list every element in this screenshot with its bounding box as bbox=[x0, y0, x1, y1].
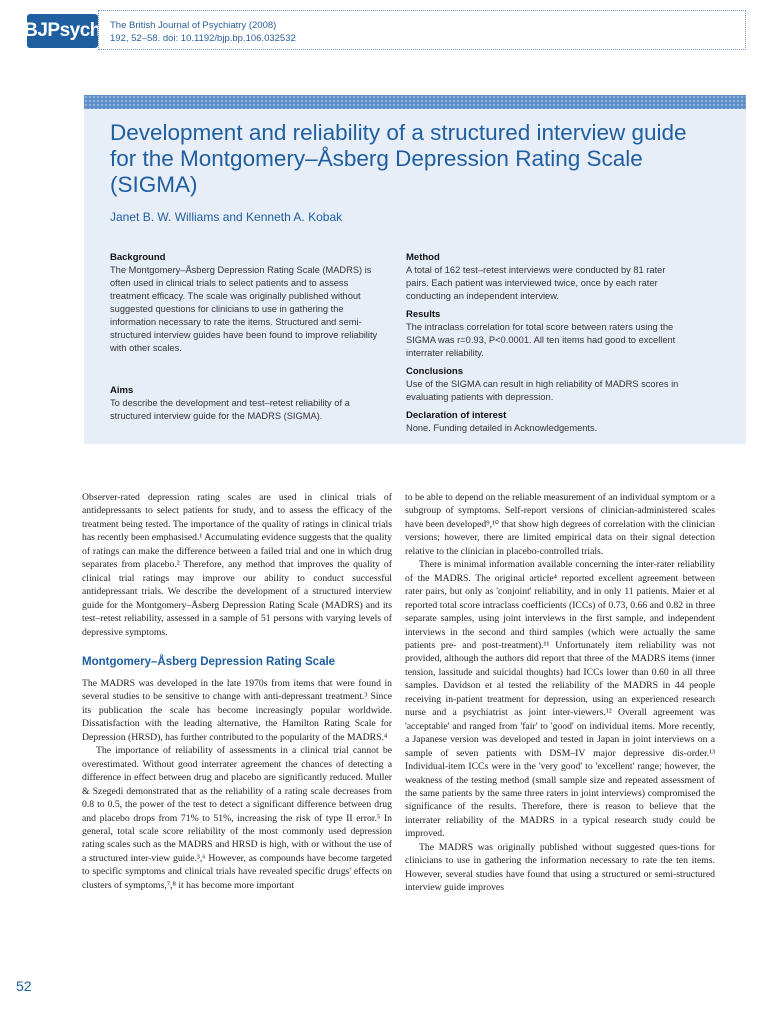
body-paragraph: to be able to depend on the reliable measurement of an individual symptom or a subgroup of symptoms. Self-report versions of clinician-administered scales have been developed⁹,¹⁰ that show high degrees of correlation with the clinician versions; however, there are limited empirical data on their signal detection relative to the clinician in placebo-controlled trials. bbox=[405, 492, 715, 557]
abstract-text-results: The intraclass correlation for total score between raters using the SIGMA was r=0.93, P<0.0001. All ten items had good to excellent interrater reliability. bbox=[406, 322, 676, 358]
abstract-declaration bbox=[406, 409, 686, 435]
abstract-background bbox=[110, 251, 385, 355]
body-paragraph: There is minimal information available concerning the inter-rater reliability of the MADRS. The original article⁴ reported excellent agreement between rater pairs, but only as 'conjoint' reliability, and in only 11 patients. Maier et al reported total score intraclass coefficients (ICCs) of 0.73, 0.66 and 0.82 in three separate samples, using joint interviews in the first sample, and independent interviews in the second and third samples (which were actually the same patients pre- and post-treatment).¹¹ Unfortunately item reliability was not provided, although the authors did report that three of the MADRS items (inner tension, lassitude and suicidal thoughts) had ICCs lower than 0.60 in all three samples. Davidson et al tested the reliability of the MADRS in 44 people receiving in-patient treatment for depression, using an experienced research nurse and a psychiatrist as joint inter-viewers.¹² Overall agreement was 'acceptable' and ranged from 'fair' to 'good' on individual items. More recently, a Japanese version was developed and tested in Japan in joint interviews on a sample of seven patients with DSM–IV major depressive dis-order.¹³ Individual-item ICCs were in the 'very good' to 'excellent' range; however, the weakness of the testing method (small sample size and repeated assessment of the same patients by the same three raters in joint interviews) compromised the significance of the results. Therefore, there is reason to believe that the interrater reliability of the MADRS in a typical research study could be improved. bbox=[405, 559, 715, 840]
decorative-banner bbox=[84, 95, 746, 109]
body-column-left bbox=[82, 491, 392, 892]
body-column-right bbox=[405, 491, 715, 895]
abstract-heading-background: Background bbox=[110, 252, 166, 263]
section-heading: Montgomery–Åsberg Depression Rating Scale bbox=[82, 655, 336, 668]
abstract-conclusions bbox=[406, 365, 686, 404]
article-authors: Janet B. W. Williams and Kenneth A. Kobak bbox=[110, 210, 343, 224]
body-paragraph: The MADRS was originally published without suggested ques-tions for clinicians to use in gathering the information necessary to rate the ten items. However, several studies have found that using a structured or semi-structured interview guide improves bbox=[405, 841, 715, 894]
abstract-text-declaration: None. Funding detailed in Acknowledgements. bbox=[406, 423, 598, 433]
body-paragraph: Observer-rated depression rating scales are used in clinical trials of antidepressants to select patients for study, and to assess the efficacy of the treatment being tested. The importance of the quality of ratings in clinical trials has recently been emphasised.¹ Accumulating evidence suggests that the quality of ratings can make the difference between a failed trial and one in which drug separates from placebo.² Therefore, any method that improves the quality of clinical trial ratings may improve our ability to conduct successful antidepressant trials. We describe the development of a structured interview guide for the Montgomery–Åsberg Depression Rating Scale (MADRS) and its test–retest reliability, assessed in a sample of 51 persons with varying levels of depressive symptoms. bbox=[82, 492, 392, 638]
abstract-heading-method: Method bbox=[406, 252, 440, 263]
body-paragraph: The MADRS was developed in the late 1970s from items that were found in several studies to be sensitive to change with anti-depressant treatment.³ Since its publication the scale has become increasingly popular worldwide. Dissatisfaction with the leading alternative, the Hamilton Rating Scale for Depression (HRSD), has further contributed to the popularity of the MADRS.⁴ bbox=[82, 677, 392, 743]
journal-title: The British Journal of Psychiatry (2008) bbox=[110, 20, 277, 31]
journal-logo: BJPsych bbox=[27, 14, 98, 48]
abstract-heading-declaration: Declaration of interest bbox=[406, 410, 507, 421]
abstract-method bbox=[406, 251, 686, 303]
abstract-heading-aims: Aims bbox=[110, 385, 134, 396]
abstract-text-background: The Montgomery–Åsberg Depression Rating Scale (MADRS) is often used in clinical trials to select patients and to assess treatment efficacy. The scale was originally published without suggested questions for clinicians to use in gathering the information necessary to rate the items. Structured and semi-structured interview guides have been found to improve reliability with other scales. bbox=[110, 265, 378, 353]
abstract-text-method: A total of 162 test–retest interviews were conducted by 81 rater pairs. Each patient was interviewed twice, once by each rater conducting an independent interview. bbox=[406, 265, 666, 301]
abstract-heading-results: Results bbox=[406, 309, 441, 320]
body-paragraph: The importance of reliability of assessments in a clinical trial cannot be overestimated. Without good interrater agreement the chances of detecting a difference in effect between drug and placebo are significantly reduced. Muller & Szegedi demonstrated that as the reliability of a rating scale decreases from 0.8 to 0.5, the power of the test to detect a significant difference between drug and placebo drops from 71% to 51%, increasing the risk of type II error.⁵ In general, total scale score reliability of the most commonly used depression rating scales such as the MADRS and HRSD is high, with or without the use of a structured inter-view guide.³,⁶ However, as compounds have become targeted to specific symptoms and clinical trials have revealed specific drugs' effects on clusters of symptoms,⁷,⁸ it has become more important bbox=[82, 745, 392, 891]
article-title: Development and reliability of a structured interview guide for the Montgomery–Åsberg Depression Rating Scale (SIGMA) bbox=[110, 120, 687, 197]
abstract-text-aims: To describe the development and test–retest reliability of a structured interview guide for the MADRS (SIGMA). bbox=[110, 398, 350, 421]
page-number: 52 bbox=[16, 978, 32, 994]
abstract-results bbox=[406, 308, 686, 360]
abstract-text-conclusions: Use of the SIGMA can result in high reliability of MADRS scores in evaluating patients with depression. bbox=[406, 379, 679, 402]
abstract-aims bbox=[110, 384, 385, 423]
abstract-heading-conclusions: Conclusions bbox=[406, 366, 464, 377]
journal-doi: 192, 52–58. doi: 10.1192/bjp.bp.106.032532 bbox=[110, 33, 296, 44]
journal-citation bbox=[110, 19, 296, 45]
